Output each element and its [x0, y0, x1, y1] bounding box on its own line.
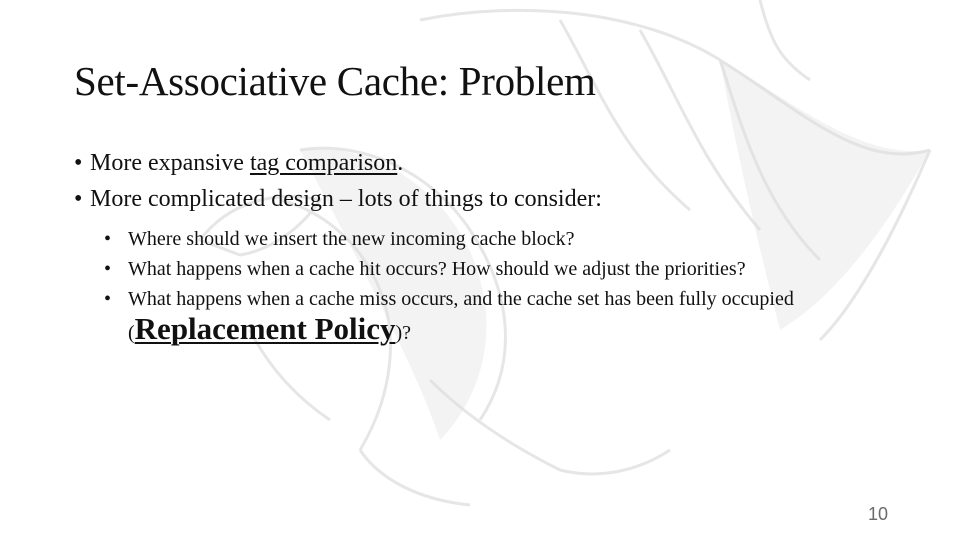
- sub-bullet-text: What happens when a cache hit occurs? How should we adjust the priorities?: [128, 258, 746, 280]
- sub-bullet-text: Where should we insert the new incoming cache block?: [128, 228, 575, 250]
- bullet-list: [74, 145, 602, 217]
- sub-bullet-text: What happens when a cache miss occurs, and the cache set has been fully occupied (: [128, 288, 794, 344]
- slide-title: Set-Associative Cache: Problem: [74, 58, 596, 104]
- bullet-text-end: .: [397, 150, 404, 176]
- bullet-item: [74, 145, 602, 181]
- emphasized-text: tag comparison: [249, 150, 398, 176]
- bullet-item: [74, 181, 602, 217]
- sub-bullet-item: [104, 224, 894, 254]
- sub-bullet-list: [104, 224, 894, 348]
- replacement-policy-text: Replacement Policy: [134, 311, 396, 346]
- page-number: 10: [867, 504, 888, 524]
- sub-bullet-item: [104, 284, 894, 348]
- bullet-text: More expansive: [90, 150, 250, 176]
- sub-bullet-item: [104, 254, 894, 284]
- bullet-text: More complicated design – lots of things to consider:: [90, 186, 602, 212]
- sub-bullet-text-end: )?: [395, 322, 412, 344]
